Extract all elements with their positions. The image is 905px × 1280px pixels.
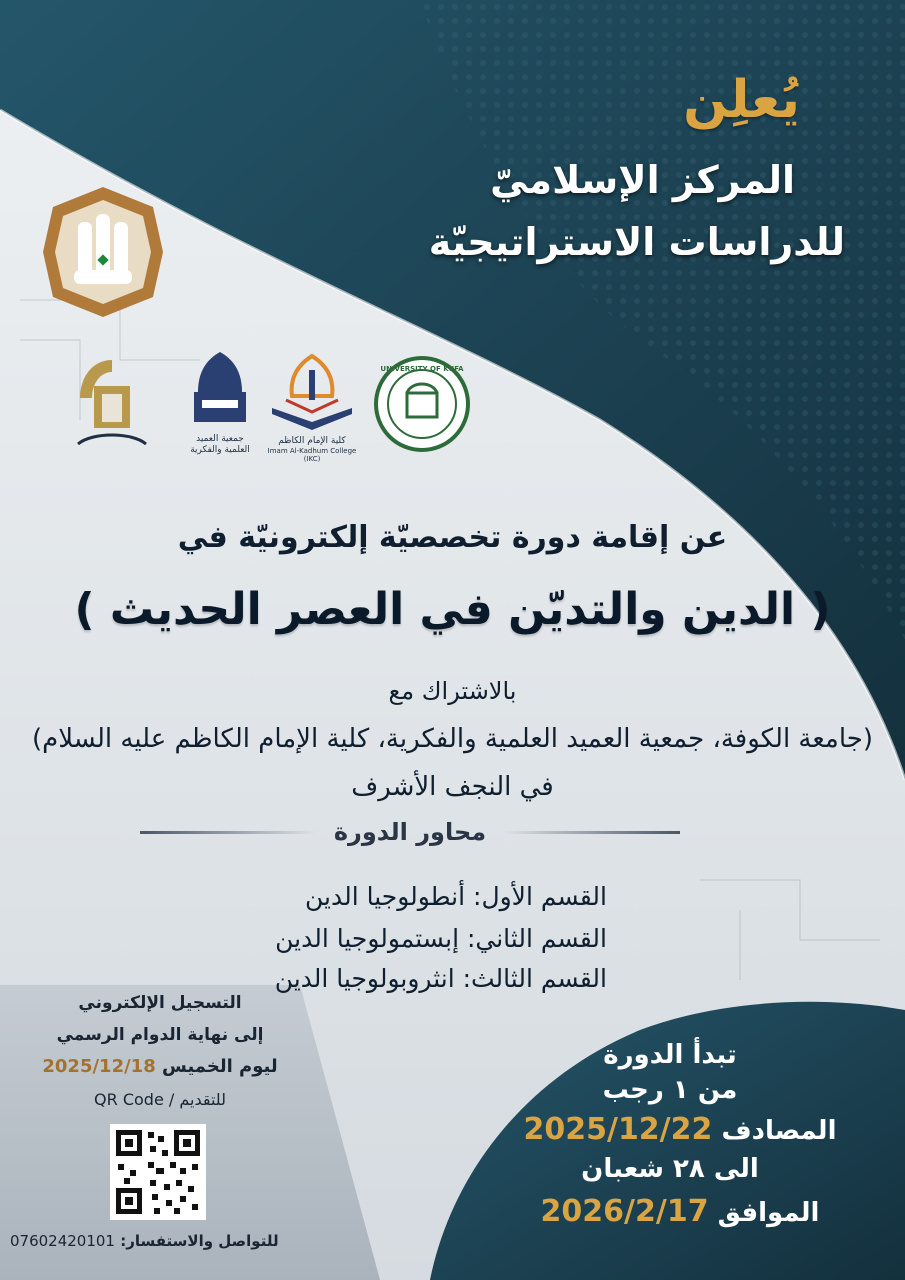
contact-row — [10, 1232, 330, 1250]
logo-ameed — [180, 348, 260, 456]
location-text: في النجف الأشرف — [351, 772, 554, 802]
section-3: القسم الثالث: انثروبولوجيا الدين — [274, 964, 607, 993]
organization-name-line1: المركز الإسلاميّ — [490, 158, 795, 202]
ameed-dome-icon — [180, 348, 260, 430]
start-gregorian-date: 2025/12/22 — [523, 1112, 713, 1147]
axes-heading-row — [140, 812, 680, 852]
logo-kufa-university — [373, 355, 471, 453]
contact-label: للتواصل والاستفسار: — [120, 1232, 279, 1250]
announce-heading: يُعلِن — [683, 70, 800, 130]
end-date-row — [500, 1194, 860, 1229]
logo-partner-1 — [72, 352, 152, 464]
qr-code[interactable] — [110, 1124, 206, 1220]
kadhim-book-icon — [262, 352, 362, 432]
islamic-center-logo — [38, 182, 168, 322]
course-title: ( الدين والتديّن في العصر الحديث ) — [74, 584, 831, 635]
corresponding-label-2: الموافق — [717, 1198, 820, 1228]
qr-code-icon — [110, 1124, 206, 1220]
registration-date-row — [20, 1056, 300, 1077]
end-hijri-date: الى ٢٨ شعبان — [581, 1154, 759, 1184]
section-1: القسم الأول: أنطولوجيا الدين — [304, 882, 607, 911]
logo-kadhim-college — [262, 352, 362, 464]
corresponding-label-1: المصادف — [721, 1116, 837, 1146]
section-2: القسم الثاني: إبستمولوجيا الدين — [275, 924, 607, 953]
start-hijri-date: من ١ رجب — [602, 1075, 738, 1105]
registration-line1: التسجيل الإلكتروني — [78, 993, 242, 1013]
course-start-label: تبدأ الدورة — [603, 1040, 737, 1070]
organization-name-line2: للدراسات الاستراتيجيّة — [428, 220, 845, 264]
ameed-label-line1: جمعية العميد — [196, 434, 244, 444]
apply-label: للتقديم / QR Code — [94, 1090, 226, 1109]
registration-day-label: ليوم الخميس — [162, 1056, 278, 1077]
end-gregorian-date: 2026/2/17 — [540, 1194, 709, 1229]
divider-line-right — [504, 831, 680, 834]
start-date-row — [500, 1112, 860, 1147]
partner-emblem-icon — [72, 352, 152, 460]
kadhim-label-en: Imam Al-Kadhum College (IKC) — [267, 446, 357, 464]
kufa-label: UNIVERSITY OF KUFA — [380, 365, 464, 373]
registration-line2: إلى نهاية الدوام الرسمي — [56, 1025, 264, 1045]
intro-text: عن إقامة دورة تخصصيّة إلكترونيّة في — [177, 520, 728, 555]
divider-line-left — [140, 831, 316, 834]
contact-phone[interactable]: 07602420101 — [10, 1232, 115, 1250]
partnership-label: بالاشتراك مع — [388, 677, 517, 705]
axes-title: محاور الدورة — [333, 818, 487, 846]
ameed-label-line2: العلمية والفكرية — [190, 444, 250, 455]
kadhim-label-ar: كلية الإمام الكاظم — [278, 436, 346, 446]
partners-list: (جامعة الكوفة، جمعية العميد العلمية والفكرية، كلية الإمام الكاظم عليه السلام) — [32, 724, 873, 754]
registration-date: 2025/12/18 — [42, 1056, 156, 1077]
